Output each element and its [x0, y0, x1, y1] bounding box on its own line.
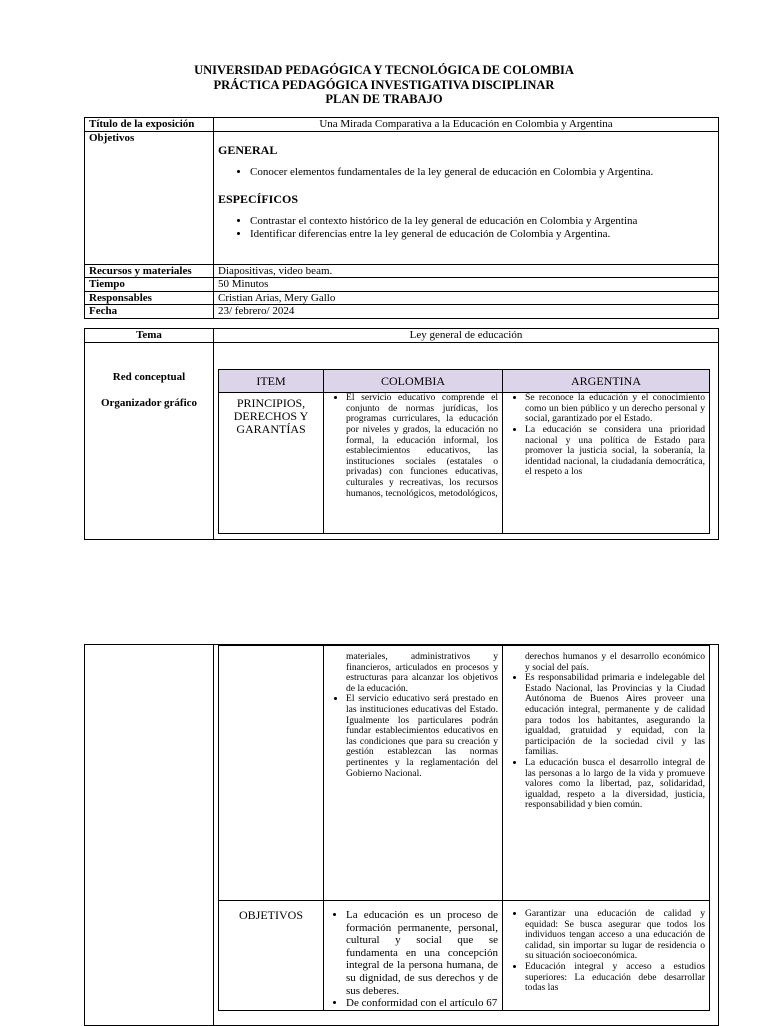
colombia-continuation-text: materiales, administrativos y financieros, articulados en procesos y estructuras para alcanzar los objetivos de la educación.: [346, 651, 498, 694]
list-item: • De conformidad con el artículo 67: [346, 997, 498, 1010]
colombia-principios-continued: [324, 646, 503, 901]
argentina-principios: [503, 393, 710, 534]
red-conceptual-label: Red conceptual: [112, 370, 186, 383]
list-item: • Es responsabilidad primaria e indelegable del Estado Nacional, las Provincias y la Ciudad Autónoma de Buenos Aires proveer una educación integral, permanente y de calidad para todos los habitantes, asegurando la igualdad, gratuidad y equidad, con la participación de la sociedad civil y las familias.: [525, 673, 705, 758]
recursos-label: Recursos y materiales: [85, 264, 214, 278]
titulo-label: Título de la exposición: [85, 118, 214, 132]
list-item: • El servicio educativo será prestado en las instituciones educativas del Estado. Igualmente los particulares podrán fundar establecimientos educativos en las condiciones que para su creación y gestión establezcan las normas pertinentes y la reglamentación del Gobierno Nacional.: [346, 694, 498, 779]
organizador-label: Organizador gráfico: [100, 397, 198, 410]
tiempo-value: 50 Minutos: [214, 278, 719, 292]
comparison-cell-continued: [214, 645, 719, 1026]
argentina-principios-continued: [503, 646, 710, 901]
plan-title: PLAN DE TRABAJO: [325, 92, 443, 107]
tiempo-label: Tiempo: [85, 278, 214, 292]
list-item: • Se reconoce la educación y el conocimiento como un bien público y un derecho personal y social, garantizado por el Estado.: [525, 393, 705, 425]
column-header-item: ITEM: [219, 369, 324, 393]
column-header-colombia: COLOMBIA: [324, 369, 503, 393]
argentina-objetivos: [503, 901, 710, 1011]
general-heading: GENERAL: [218, 142, 278, 157]
document-header: [0, 63, 768, 107]
general-list: [218, 166, 714, 179]
plan-table: [84, 117, 719, 319]
comparison-table: [218, 369, 710, 535]
comparison-cell: [214, 342, 719, 539]
fecha-value: 23/ febrero/ 2024: [214, 305, 719, 319]
responsables-value: Cristian Arias, Mery Gallo: [214, 291, 719, 305]
red-conceptual-cell-continued: [85, 645, 214, 1026]
tema-table-continued: [84, 644, 719, 1026]
list-item: • La educación se considera una prioridad nacional y una política de Estado para promover la justicia social, la soberanía, la identidad nacional, la ciudadanía democrática, el respeto a los: [525, 425, 705, 478]
colombia-objetivos: [324, 901, 503, 1011]
list-item: • Contrastar el contexto histórico de la ley general de educación en Colombia y Argentina: [250, 215, 714, 228]
list-item: • Educación integral y acceso a estudios superiores: La educación debe desarrollar todas las: [525, 962, 705, 994]
item-principios: PRINCIPIOS, DERECHOS Y GARANTÍAS: [219, 393, 324, 534]
university-title: UNIVERSIDAD PEDAGÓGICA Y TECNOLÓGICA DE COLOMBIA: [194, 63, 574, 77]
comparison-table-continued: [218, 645, 710, 1011]
titulo-value: Una Mirada Comparativa a la Educación en Colombia y Argentina: [214, 118, 719, 132]
especificos-list: [218, 215, 714, 240]
item-principios-continued: [219, 646, 324, 901]
list-item: • La educación busca el desarrollo integral de las personas a lo largo de la vida y promueve valores como la libertad, paz, solidaridad, igualdad, respeto a la diversidad, justicia, responsabilidad y bien común.: [525, 758, 705, 811]
responsables-label: Responsables: [85, 291, 214, 305]
list-item: • Conocer elementos fundamentales de la ley general de educación en Colombia y Argentina.: [250, 166, 714, 179]
list-item: • Garantizar una educación de calidad y equidad: Se busca asegurar que todos los individuos tengan acceso a una educación de calidad, sin importar su lugar de residencia o su situación socioeconómica.: [525, 909, 705, 962]
list-item: • La educación es un proceso de formación permanente, personal, cultural y social que se fundamenta en una concepción integral de la persona humana, de su dignidad, de sus derechos y de sus deberes.: [346, 909, 498, 997]
column-header-argentina: ARGENTINA: [503, 369, 710, 393]
fecha-label: Fecha: [85, 305, 214, 319]
objetivos-label: Objetivos: [85, 131, 214, 264]
tema-label: Tema: [85, 329, 214, 343]
especificos-heading: ESPECÍFICOS: [218, 191, 299, 206]
practice-title: PRÁCTICA PEDAGÓGICA INVESTIGATIVA DISCIPLINAR: [213, 77, 555, 92]
red-conceptual-cell: [85, 342, 214, 539]
list-item: • Identificar diferencias entre la ley general de educación de Colombia y Argentina.: [250, 228, 714, 241]
item-objetivos: OBJETIVOS: [219, 901, 324, 1011]
objetivos-cell: [214, 131, 719, 264]
colombia-principios: [324, 393, 503, 534]
argentina-continuation-text: derechos humanos y el desarrollo económico y social del país.: [525, 651, 705, 673]
recursos-value: Diapositivas, video beam.: [214, 264, 719, 278]
tema-table: [84, 328, 719, 540]
list-item: • El servicio educativo comprende el conjunto de normas jurídicas, los programas curriculares, la educación por niveles y grados, la educación no formal, la educación informal, los establecimientos educativos, las instituciones sociales (estatales o privadas) con funciones educativas, culturales y recreativas, los recursos humanos, tecnológicos, metodológicos,: [346, 393, 498, 499]
tema-value: Ley general de educación: [214, 329, 719, 343]
